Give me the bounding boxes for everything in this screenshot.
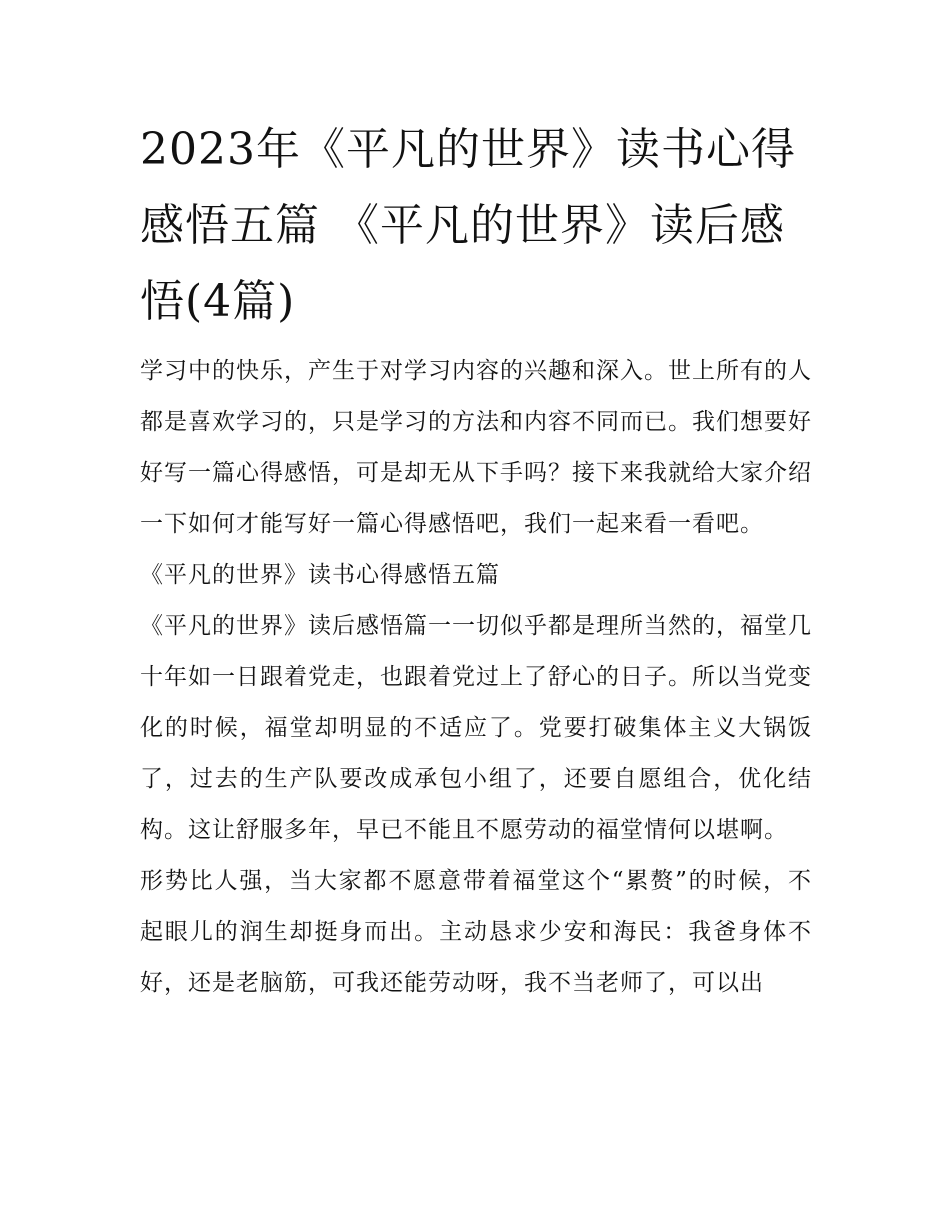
essay-paragraph-1: 《平凡的世界》读后感悟篇一一切似乎都是理所当然的，福堂几十年如一日跟着党走，也跟着党过上了舒心的日子。所以当党变化的时候，福堂却明显的不适应了。党要打破集体主义大锅饭了，过去的生产队要改成承包小组了，还要自愿组合，优化结构。这让舒服多年，早已不能且不愿劳动的福堂情何以堪啊。 — [140, 613, 812, 843]
intro-paragraph: 学习中的快乐，产生于对学习内容的兴趣和深入。世上所有的人都是喜欢学习的，只是学习的方法和内容不同而已。我们想要好好写一篇心得感悟，可是却无从下手吗？接下来我就给大家介绍一下如何才能写好一篇心得感悟吧，我们一起来看一看吧。 — [140, 358, 812, 537]
section-heading: 《平凡的世界》读书心得感悟五篇 — [140, 562, 500, 588]
document-body — [140, 112, 812, 1009]
essay-paragraph-2: 形势比人强，当大家都不愿意带着福堂这个“累赘”的时候，不起眼儿的润生却挺身而出。主动恳求少安和海民：我爸身体不好，还是老脑筋，可我还能劳动呀，我不当老师了，可以出 — [140, 868, 812, 996]
document-title: 2023年《平凡的世界》读书心得感悟五篇 《平凡的世界》读后感悟(4篇) — [140, 124, 796, 327]
